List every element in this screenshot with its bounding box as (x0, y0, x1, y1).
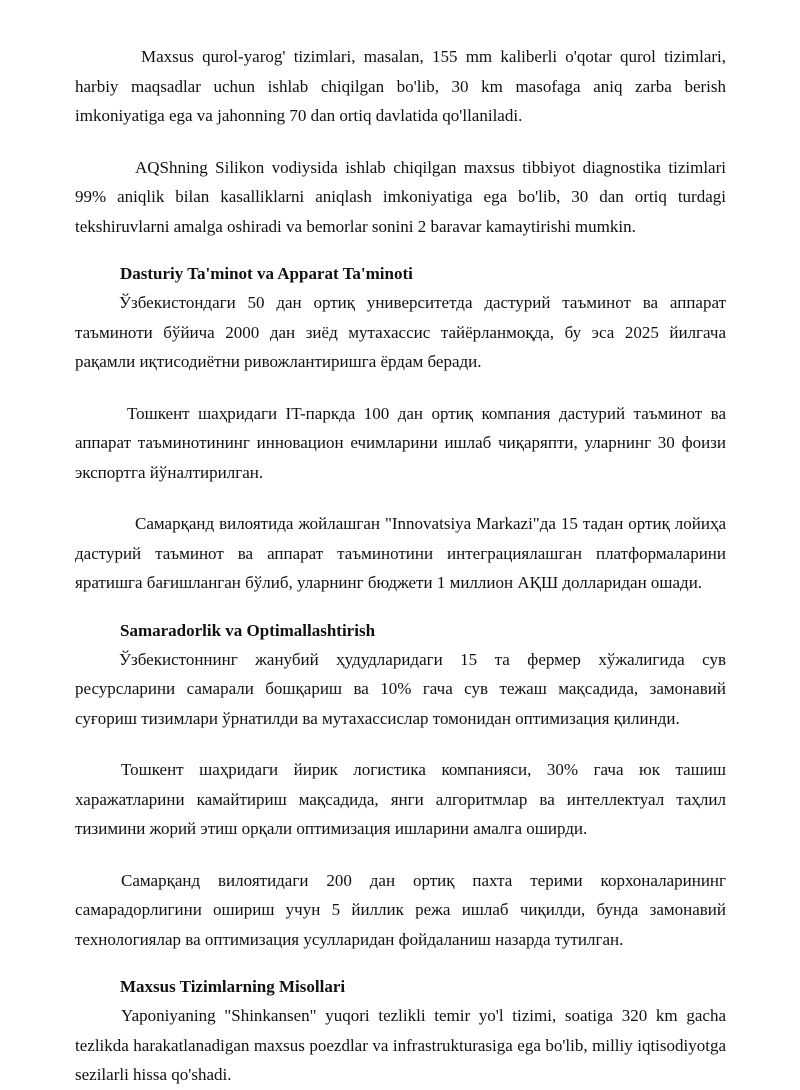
document-page (75, 42, 726, 1090)
paragraph-weapons-systems: Maxsus qurol-yarog' tizimlari, masalan, 155 mm kaliberli o'qotar qurol tizimlari, harbiy maqsadlar uchun ishlab chiqilgan bo'lib, 30 km masofaga aniq zarba berish imkoniyatiga ega va jahonning 70 dan ortiq davlatida qo'llaniladi. (75, 47, 726, 125)
paragraph-innovation-center: Самарқанд вилоятида жойлашган "Innovatsiya Markazi"да 15 тадан ортиқ лойиҳа дастурий таъминот ва аппарат таъминотини интеграциялашган платформаларини яратишга бағишланган бўлиб, уларнинг бюджети 1 миллион АҚШ долларидан ошади. (75, 514, 726, 592)
paragraph-it-park: Тошкент шаҳридаги IT-паркда 100 дан ортиқ компания дастурий таъминот ва аппарат таъминотининг инновацион ечимларини ишлаб чиқаряпти, уларнинг 30 фоизи экспортга йўналтирилган. (75, 403, 726, 482)
paragraph-cotton: Самарқанд вилоятидаги 200 дан ортиқ пахта терими корхоналарининг самарадорлигини ошириш учун 5 йиллик режа ишлаб чиқилди, бунда замонавий технологиялар ва оптимизация усулларидан фойдаланиш назарда тутилган. (75, 870, 726, 949)
paragraph-shinkansen: Yaponiyaning "Shinkansen" yuqori tezlikli temir yo'l tizimi, soatiga 320 km gacha tezlikda harakatlanadigan maxsus poezdlar va infrastrukturasiga ega bo'lib, milliy iqtisodiyotga sezilarli hissa qo'shadi. (75, 1006, 726, 1084)
section-heading-efficiency: Samaradorlik va Optimallashtirish (120, 620, 376, 640)
section-heading-special-systems: Maxsus Tizimlarning Misollari (120, 977, 346, 996)
paragraph-medical-diagnostics: AQShning Silikon vodiysida ishlab chiqilgan maxsus tibbiyot diagnostika tizimlari 99% aniqlik bilan kasalliklarni aniqlash imkoniyatiga ega bo'lib, 30 dan ortiq turdagi tekshiruvlarni amalga oshiradi va bemorlar sonini 2 baravar kamaytirishi mumkin. (75, 157, 726, 236)
paragraph-irrigation: Ўзбекистоннинг жанубий ҳудудларидаги 15 та фермер хўжалигида сув ресурсларини самарали бошқариш ва 10% гача сув тежаш мақсадида, замонавий суғориш тизимлари ўрнатилди ва мутахассислар томонидан оптимизация қилинди. (75, 649, 726, 728)
section-heading-software-hardware: Dasturiy Ta'minot va Apparat Ta'minoti (120, 264, 413, 283)
paragraph-logistics: Тошкент шаҳридаги йирик логистика компанияси, 30% гача юк ташиш харажатларини камайтириш мақсадида, янги алгоритмлар ва интеллектуал таҳлил тизимини жорий этиш орқали оптимизация ишларини амалга оширди. (75, 760, 726, 838)
paragraph-universities: Ўзбекистондаги 50 дан ортиқ университетда дастурий таъминот ва аппарат таъминоти бўйича 2000 дан зиёд мутахассис тайёрланмоқда, бу эса 2025 йилгача рақамли иқтисодиётни ривожлантиришга ёрдам беради. (75, 293, 726, 371)
